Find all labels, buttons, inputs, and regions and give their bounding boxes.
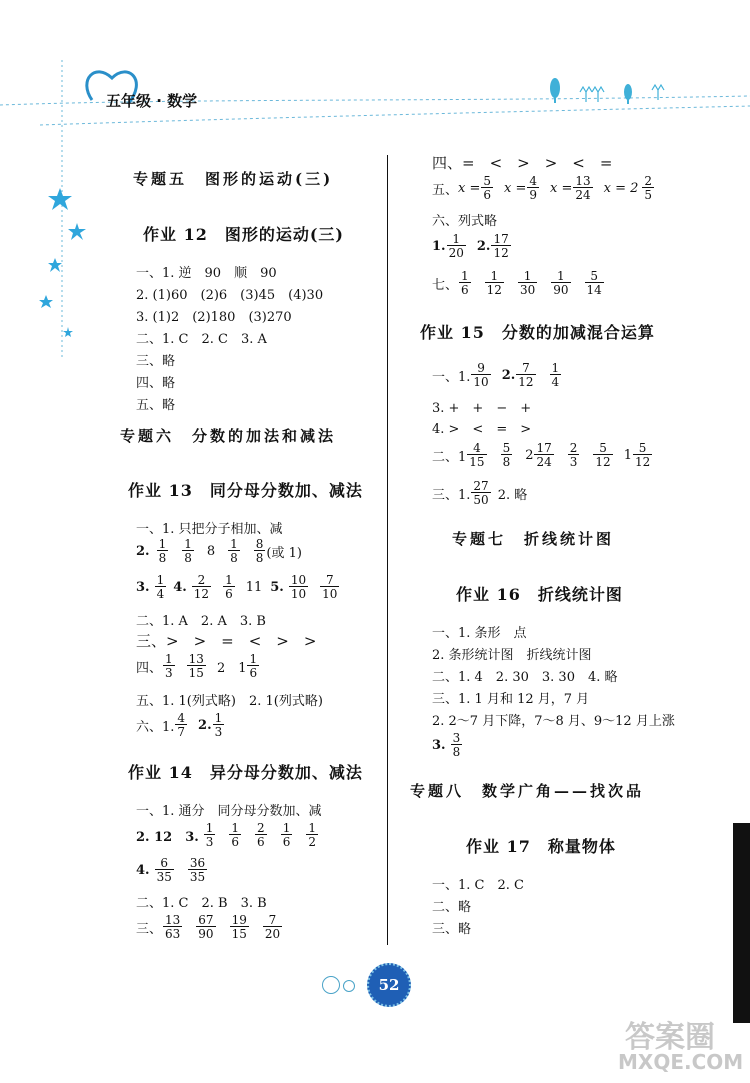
answer-line: 3. (1)2 (2)180 (3)270: [136, 310, 292, 325]
item-num: 三、1.: [432, 487, 471, 503]
fraction: $\frac{1}{6}$: [231, 821, 240, 849]
fraction: $\frac{1}{2}$: [308, 821, 316, 849]
answer-line: [136, 857, 208, 883]
fraction: $\frac{1}{8}$: [184, 537, 192, 565]
answer-line: 2. (1)60 (2)6 (3)45 (4)30: [136, 288, 324, 303]
answer-line: [136, 653, 260, 679]
answer-line: 一、1. 条形 点: [432, 626, 527, 641]
homework-16-heading: 作业 16 折线统计图: [456, 585, 623, 604]
answer-line: 二、1. C 2. C 3. A: [136, 332, 267, 347]
item-num: 2.: [136, 543, 150, 559]
homework-17-heading: 作业 17 称量物体: [466, 837, 616, 856]
homework-13-heading: 作业 13 同分母分数加、减法: [128, 481, 363, 500]
answer-line: [136, 822, 319, 848]
fraction: $\frac{1}{3}$: [214, 711, 223, 739]
fraction: $\frac{5}{14}$: [586, 269, 602, 297]
homework-14-heading: 作业 14 异分母分数加、减法: [128, 763, 363, 782]
fraction: $\frac{1}{12}$: [486, 269, 502, 297]
fraction: $\frac{13}{15}$: [188, 652, 204, 680]
item-num: 5.: [270, 579, 284, 595]
item-num: 3.: [136, 579, 150, 595]
answer-line: 三、> > = < > >: [136, 632, 317, 650]
fraction: $\frac{2}{5}$: [644, 174, 653, 202]
answer-line: [136, 712, 225, 738]
fraction: $\frac{2}{3}$: [569, 441, 578, 469]
fraction: $\frac{7}{20}$: [264, 913, 281, 941]
answer-line: [136, 914, 283, 940]
fraction: $\frac{17}{24}$: [536, 441, 552, 469]
fraction: $\frac{1}{20}$: [448, 232, 464, 260]
circle-decoration: [322, 976, 340, 994]
fraction: $\frac{2}{6}$: [257, 821, 265, 849]
page-header-title: 五年级 · 数学: [106, 92, 198, 110]
fraction: $\frac{1}{6}$: [249, 652, 258, 680]
fraction: $\frac{67}{90}$: [198, 913, 214, 941]
answer-value: 11: [245, 579, 263, 595]
fraction: $\frac{1}{6}$: [225, 573, 233, 601]
answer-line: 三、1. 1 月和 12 月，7 月: [432, 692, 590, 707]
answer-line: [432, 732, 463, 758]
item-num: 4.: [173, 579, 187, 595]
answer-label: x =: [504, 180, 527, 196]
fraction: $\frac{1}{4}$: [156, 573, 165, 601]
fraction: $\frac{1}{30}$: [519, 269, 536, 297]
fraction: $\frac{5}{12}$: [634, 441, 651, 469]
answer-line: 五、略: [136, 398, 176, 413]
topic-6-heading: 专题六 分数的加法和减法: [120, 427, 337, 445]
item-num: 三、: [136, 921, 163, 937]
fraction: $\frac{1}{90}$: [553, 269, 569, 297]
answer-line: [432, 233, 512, 259]
answer-line: [136, 538, 302, 564]
fraction: $\frac{4}{9}$: [529, 174, 538, 202]
answer-line: [432, 270, 605, 296]
item-num: 2. 12 3.: [136, 829, 199, 845]
answer-line: 一、1. 只把分子相加、减: [136, 522, 283, 537]
fraction: $\frac{5}{6}$: [483, 174, 492, 202]
scan-edge: [733, 823, 750, 1023]
circle-decoration: [343, 980, 355, 992]
fraction: $\frac{1}{6}$: [282, 821, 291, 849]
answer-line: 四、= < > > < =: [432, 154, 613, 172]
item-num: 四、: [136, 660, 163, 676]
answer-line: 六、列式略: [432, 214, 498, 229]
fraction: $\frac{3}{8}$: [452, 731, 461, 759]
item-num: 一、1.: [432, 369, 471, 385]
fraction: $\frac{13}{24}$: [575, 174, 591, 202]
answer-line: 二、略: [432, 900, 472, 915]
answer-line: 2. 条形统计图 折线统计图: [432, 648, 592, 663]
fraction: $\frac{7}{12}$: [518, 361, 534, 389]
answer-note: (或 1): [266, 545, 302, 561]
fraction: $\frac{5}{8}$: [502, 441, 511, 469]
answer-line: [432, 362, 562, 388]
item-num: 五、: [432, 182, 459, 198]
answer-line: 五、1. 1(列式略) 2. 1(列式略): [136, 694, 323, 709]
answer-line: 三、略: [136, 354, 176, 369]
answer-line: [432, 480, 527, 506]
answer-value: 2 1: [216, 660, 247, 676]
watermark-text: MXQE.COM: [618, 1050, 744, 1074]
fraction: $\frac{13}{63}$: [165, 913, 181, 941]
column-divider: [387, 155, 388, 945]
answer-line: 2. 2～7 月下降，7～8 月、9～12 月上涨: [432, 714, 675, 729]
fraction: $\frac{36}{35}$: [189, 856, 206, 884]
answer-line: 二、1. C 2. B 3. B: [136, 896, 267, 911]
answer-line: 3. + + − +: [432, 401, 532, 416]
fraction: $\frac{8}{8}$: [255, 537, 264, 565]
homework-15-heading: 作业 15 分数的加减混合运算: [420, 323, 655, 342]
answer-value: 2: [525, 447, 534, 463]
fraction: $\frac{1}{3}$: [165, 652, 173, 680]
fraction: $\frac{19}{15}$: [231, 913, 247, 941]
fraction: $\frac{1}{6}$: [461, 269, 469, 297]
watermark-logo: 答案圈: [625, 1020, 715, 1055]
fraction: $\frac{4}{7}$: [177, 711, 186, 739]
answer-line: 一、1. C 2. C: [432, 878, 524, 893]
fraction: $\frac{17}{12}$: [493, 232, 509, 260]
answer-value: 8: [206, 543, 216, 559]
item-num: 1.: [432, 238, 446, 254]
fraction: $\frac{1}{3}$: [205, 821, 214, 849]
answer-line: [432, 175, 655, 201]
item-num: 七、: [432, 277, 459, 293]
fraction: $\frac{1}{4}$: [551, 361, 560, 389]
topic-8-heading: 专题八 数学广角——找次品: [410, 782, 645, 800]
fraction: $\frac{9}{10}$: [473, 361, 489, 389]
answer-line: 二、1. A 2. A 3. B: [136, 614, 266, 629]
item-num: 3.: [432, 737, 446, 753]
answer-label: x =: [458, 180, 481, 196]
item-num: 2.: [198, 717, 212, 733]
answer-line: 一、1. 逆 90 顺 90: [136, 266, 277, 281]
fraction: $\frac{2}{12}$: [193, 573, 210, 601]
fraction: $\frac{5}{12}$: [595, 441, 611, 469]
topic-7-heading: 专题七 折线统计图: [452, 530, 615, 548]
answer-line: 四、略: [136, 376, 176, 391]
fraction: $\frac{1}{8}$: [158, 537, 167, 565]
answer-line: 一、1. 通分 同分母分数加、减: [136, 804, 322, 819]
tulip-icon: [580, 85, 664, 102]
page-number: 52: [367, 963, 411, 1007]
answer-value: 1: [623, 447, 632, 463]
answer-value: 2. 略: [497, 487, 528, 503]
answer-label: x =: [550, 180, 573, 196]
answer-line: 三、略: [432, 922, 472, 937]
fraction: $\frac{27}{50}$: [473, 479, 489, 507]
topic-5-heading: 专题五 图形的运动(三): [133, 170, 334, 188]
fraction: $\frac{6}{35}$: [156, 856, 172, 884]
homework-12-heading: 作业 12 图形的运动(三): [143, 225, 344, 244]
fraction: $\frac{1}{8}$: [230, 537, 238, 565]
answer-line: 4. > < = >: [432, 422, 532, 437]
answer-line: 二、1. 4 2. 30 3. 30 4. 略: [432, 670, 618, 685]
answer-line: [136, 574, 340, 600]
item-num: 2.: [501, 367, 516, 383]
item-num: 二、1: [432, 449, 467, 465]
fraction: $\frac{10}{10}$: [290, 573, 307, 601]
fraction: $\frac{4}{15}$: [469, 441, 485, 469]
item-num: 4.: [136, 862, 150, 878]
item-num: 2.: [476, 238, 491, 254]
answer-label: x = 2: [603, 180, 639, 196]
fraction: $\frac{7}{10}$: [322, 573, 338, 601]
item-num: 六、1.: [136, 719, 175, 735]
answer-line: [432, 442, 653, 468]
